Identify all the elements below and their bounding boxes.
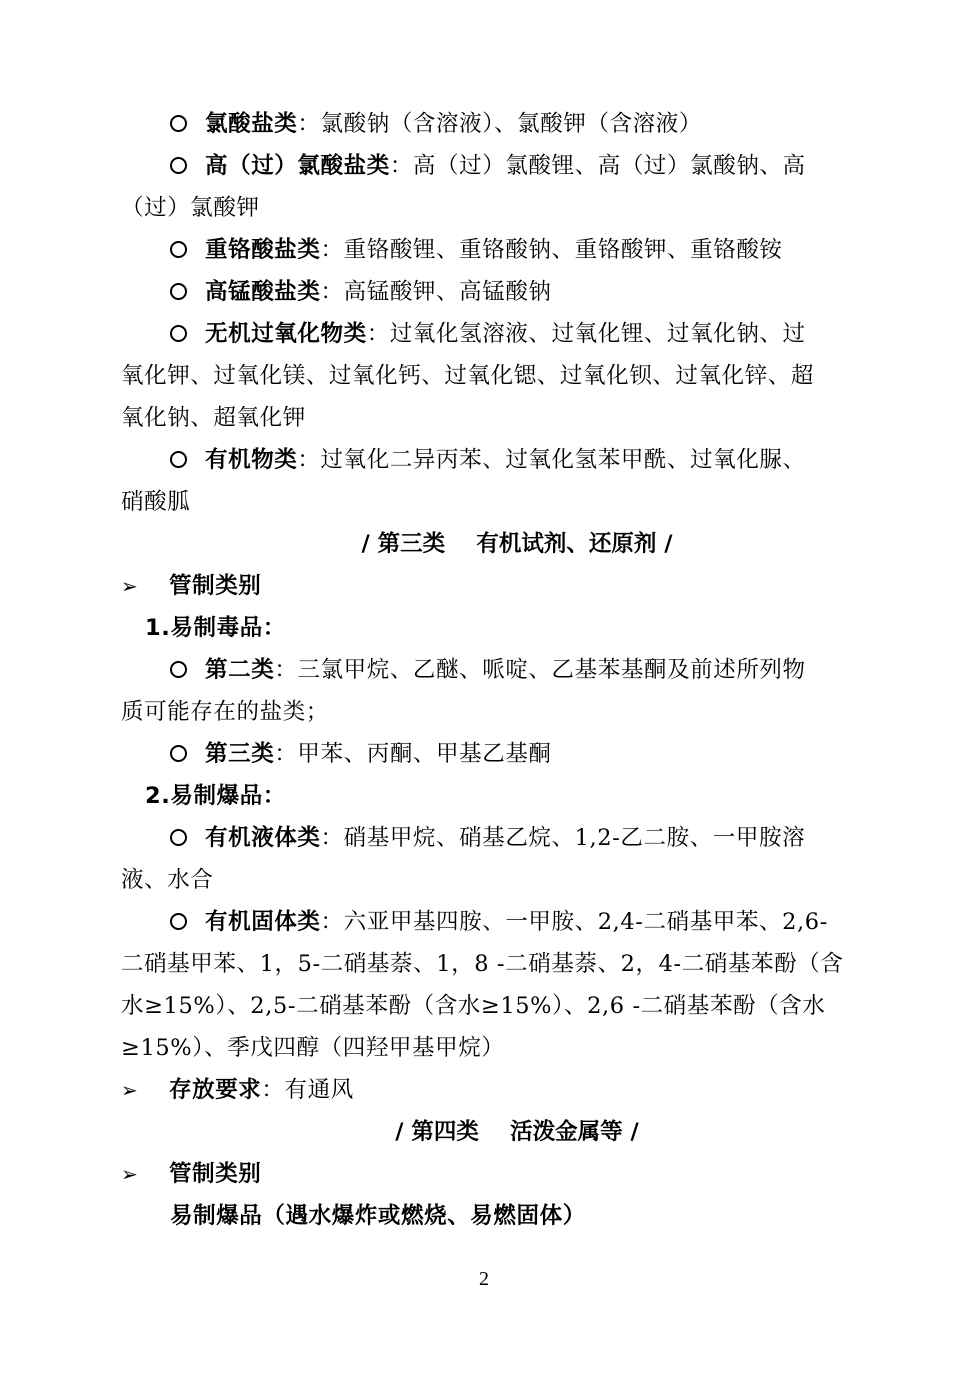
item-text: 六亚甲基四胺、一甲胺、2,4-二硝基甲苯、2,6- xyxy=(343,909,828,935)
list-item-permanganate: 高锰酸盐类：高锰酸钾、高锰酸钠 xyxy=(170,271,860,313)
item-label: 有机物类 xyxy=(205,447,298,473)
item-text-continued: 液、水合 xyxy=(121,867,214,893)
circle-bullet-icon xyxy=(170,115,187,132)
list-item-organic-liquid: 有机液体类：硝基甲烷、硝基乙烷、1,2-乙二胺、一甲胺溶 xyxy=(170,817,860,859)
circle-bullet-icon xyxy=(170,283,187,300)
item-text: 过氧化二异丙苯、过氧化氢苯甲酰、过氧化脲、 xyxy=(320,447,806,473)
item-text-continued: （过）氯酸钾 xyxy=(121,195,260,221)
subsection-title: 1.易制毒品： xyxy=(145,615,286,641)
arrow-bullet-icon: ➢ xyxy=(121,1078,139,1102)
item-text: 重铬酸锂、重铬酸钠、重铬酸钾、重铬酸铵 xyxy=(343,237,783,263)
item-label: 有机固体类 xyxy=(205,909,321,935)
item-text-continued: ≥15%）、季戊四醇（四羟甲基甲烷） xyxy=(121,1035,505,1061)
item-text-continued: 水≥15%）、2,5-二硝基苯酚（含水≥15%）、2,6 -二硝基苯酚（含水 xyxy=(121,993,826,1019)
item-text: 三氯甲烷、乙醚、哌啶、乙基苯基酮及前述所列物 xyxy=(297,657,806,683)
item-text: 高锰酸钾、高锰酸钠 xyxy=(343,279,552,305)
list-item-organic-solid: 有机固体类：六亚甲基四胺、一甲胺、2,4-二硝基甲苯、2,6- xyxy=(170,901,860,943)
item-text: 过氧化氢溶液、过氧化锂、过氧化钠、过 xyxy=(389,321,806,347)
subsection-title: 易制爆品（遇水爆炸或燃烧、易燃固体） xyxy=(170,1203,586,1229)
item-label: 高锰酸盐类 xyxy=(205,279,321,305)
item-text-continued: 质可能存在的盐类； xyxy=(121,699,329,725)
item-text: 高（过）氯酸锂、高（过）氯酸钠、高 xyxy=(412,153,806,179)
list-item-perchlorate: 高（过）氯酸盐类：高（过）氯酸锂、高（过）氯酸钠、高 xyxy=(170,145,860,187)
subsection-title: 2.易制爆品： xyxy=(145,783,286,809)
circle-bullet-icon xyxy=(170,829,187,846)
circle-bullet-icon xyxy=(170,241,187,258)
arrow-bullet-icon: ➢ xyxy=(121,574,139,598)
arrow-bullet-icon: ➢ xyxy=(121,1162,139,1186)
list-item-class3: 第三类：甲苯、丙酮、甲基乙基酮 xyxy=(170,733,860,775)
section-heading: / 第三类 有机试剂、还原剂 / xyxy=(361,531,673,557)
circle-bullet-icon xyxy=(170,913,187,930)
circle-bullet-icon xyxy=(170,745,187,762)
circle-bullet-icon xyxy=(170,325,187,342)
item-label: 有机液体类 xyxy=(205,825,321,851)
list-item-class2: 第二类：三氯甲烷、乙醚、哌啶、乙基苯基酮及前述所列物 xyxy=(170,649,860,691)
item-text-continued: 氧化钠、超氧化钾 xyxy=(121,405,306,431)
page-number: 2 xyxy=(479,1268,489,1290)
circle-bullet-icon xyxy=(170,661,187,678)
item-text-continued: 二硝基甲苯、1，5-二硝基萘、1，8 -二硝基萘、2，4-二硝基苯酚（含 xyxy=(121,951,844,977)
item-text: 甲苯、丙酮、甲基乙基酮 xyxy=(297,741,552,767)
item-text-continued: 硝酸胍 xyxy=(121,489,191,515)
list-item-chlorate: 氯酸盐类：氯酸钠（含溶液）、氯酸钾（含溶液） xyxy=(170,103,860,145)
item-text: 氯酸钠（含溶液）、氯酸钾（含溶液） xyxy=(320,111,702,137)
section-heading: / 第四类 活泼金属等 / xyxy=(395,1119,639,1145)
item-label: 第二类 xyxy=(205,657,275,683)
circle-bullet-icon xyxy=(170,451,187,468)
item-label: 重铬酸盐类 xyxy=(205,237,321,263)
subsection-control-category: ➢ 管制类别 xyxy=(121,565,861,607)
subsection-control-category: ➢ 管制类别 xyxy=(121,1153,861,1195)
subsection-storage: ➢ 存放要求：有通风 xyxy=(121,1069,861,1111)
item-text-continued: 氧化钾、过氧化镁、过氧化钙、过氧化锶、过氧化钡、过氧化锌、超 xyxy=(121,363,815,389)
list-item-organic: 有机物类：过氧化二异丙苯、过氧化氢苯甲酰、过氧化脲、 xyxy=(170,439,860,481)
list-item-dichromate: 重铬酸盐类：重铬酸锂、重铬酸钠、重铬酸钾、重铬酸铵 xyxy=(170,229,860,271)
item-label: 高（过）氯酸盐类 xyxy=(205,153,390,179)
item-text: 硝基甲烷、硝基乙烷、1,2-乙二胺、一甲胺溶 xyxy=(343,825,806,851)
item-label: 无机过氧化物类 xyxy=(205,321,367,347)
item-label: 第三类 xyxy=(205,741,275,767)
item-label: 氯酸盐类 xyxy=(205,111,298,137)
list-item-inorganic-peroxide: 无机过氧化物类：过氧化氢溶液、过氧化锂、过氧化钠、过 xyxy=(170,313,860,355)
circle-bullet-icon xyxy=(170,157,187,174)
